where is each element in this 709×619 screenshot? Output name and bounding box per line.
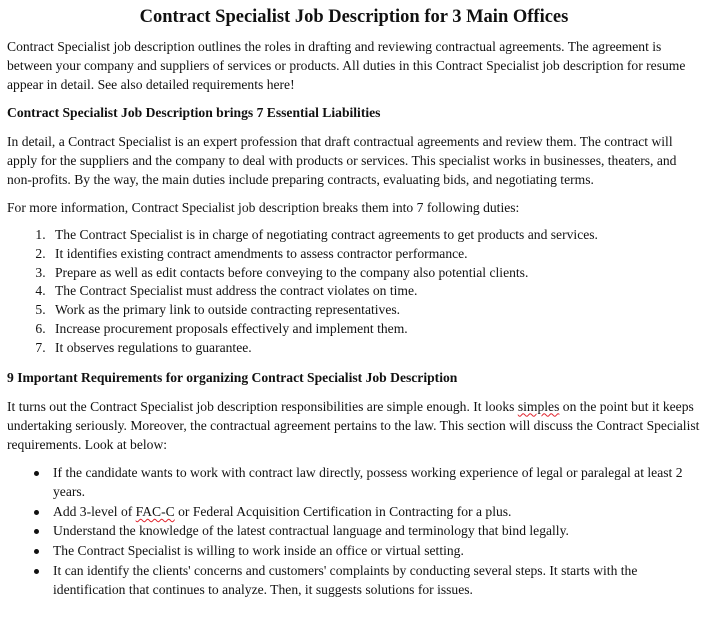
intro-paragraph: Contract Specialist job description outlines the roles in drafting and reviewing contractual agreements. The agreement is between your company and suppliers of services or products. All duties in this Contract Specialist job description for resume appear in detail. See also detailed requirements here! [7, 39, 686, 92]
list-item: The Contract Specialist is willing to work inside an office or virtual setting. [53, 541, 701, 561]
requirements-list [7, 463, 701, 600]
list-item: 7. It observes regulations to guarantee. [49, 339, 701, 358]
section-heading-liabilities: Contract Specialist Job Description brings 7 Essential Liabilities [7, 105, 381, 120]
list-item: If the candidate wants to work with contract law directly, possess working experience of legal or paralegal at least 2 years. [53, 463, 701, 502]
list-item: 3. Prepare as well as edit contacts before conveying to the company also potential clients. [49, 264, 701, 283]
list-item-text: Add 3-level of [53, 503, 136, 519]
list-item: Understand the knowledge of the latest contractual language and terminology that bind legally. [53, 521, 701, 541]
list-item: 5. Work as the primary link to outside contracting representatives. [49, 301, 701, 320]
list-item [53, 502, 701, 522]
spellcheck-flagged-word[interactable]: simples [517, 398, 560, 414]
duties-list [7, 226, 701, 358]
list-item: 4. The Contract Specialist must address the contract violates on time. [49, 282, 701, 301]
paragraph-text: It turns out the Contract Specialist job description responsibilities are simple enough. It looks [7, 398, 518, 414]
liabilities-paragraph: In detail, a Contract Specialist is an expert profession that draft contractual agreements and review them. The contract will apply for the suppliers and the company to deal with products or services. This specialist works in businesses, theaters, and non-profits. By the way, the main duties include preparing contracts, evaluating bids, and negotiating terms. [7, 134, 677, 187]
page-title: Contract Specialist Job Description for 3 Main Offices [139, 7, 569, 27]
list-item: 2. It identifies existing contract amendments to assess contractor performance. [49, 245, 701, 264]
list-item: 6. Increase procurement proposals effectively and implement them. [49, 320, 701, 339]
list-item: 1. The Contract Specialist is in charge of negotiating contract agreements to get products and services. [49, 226, 701, 245]
requirements-paragraph [7, 397, 701, 454]
duties-lead-in: For more information, Contract Specialist job description breaks them into 7 following duties: [7, 200, 520, 215]
paragraph-text: on the point but it keeps undertaking seriously. Moreover, the contractual agreement pertains to the law. This section will discuss the Contract Specialist requirements. Look at below: [7, 398, 700, 452]
list-item-text: or Federal Acquisition Certification in Contracting for a plus. [174, 503, 512, 519]
list-item: It can identify the clients' concerns and customers' complaints by conducting several steps. It starts with the identification that continues to analyze. Then, it suggests solutions for issues. [53, 561, 701, 600]
section-heading-requirements: 9 Important Requirements for organizing Contract Specialist Job Description [7, 369, 458, 385]
spellcheck-flagged-word[interactable]: FAC-C [135, 503, 175, 519]
